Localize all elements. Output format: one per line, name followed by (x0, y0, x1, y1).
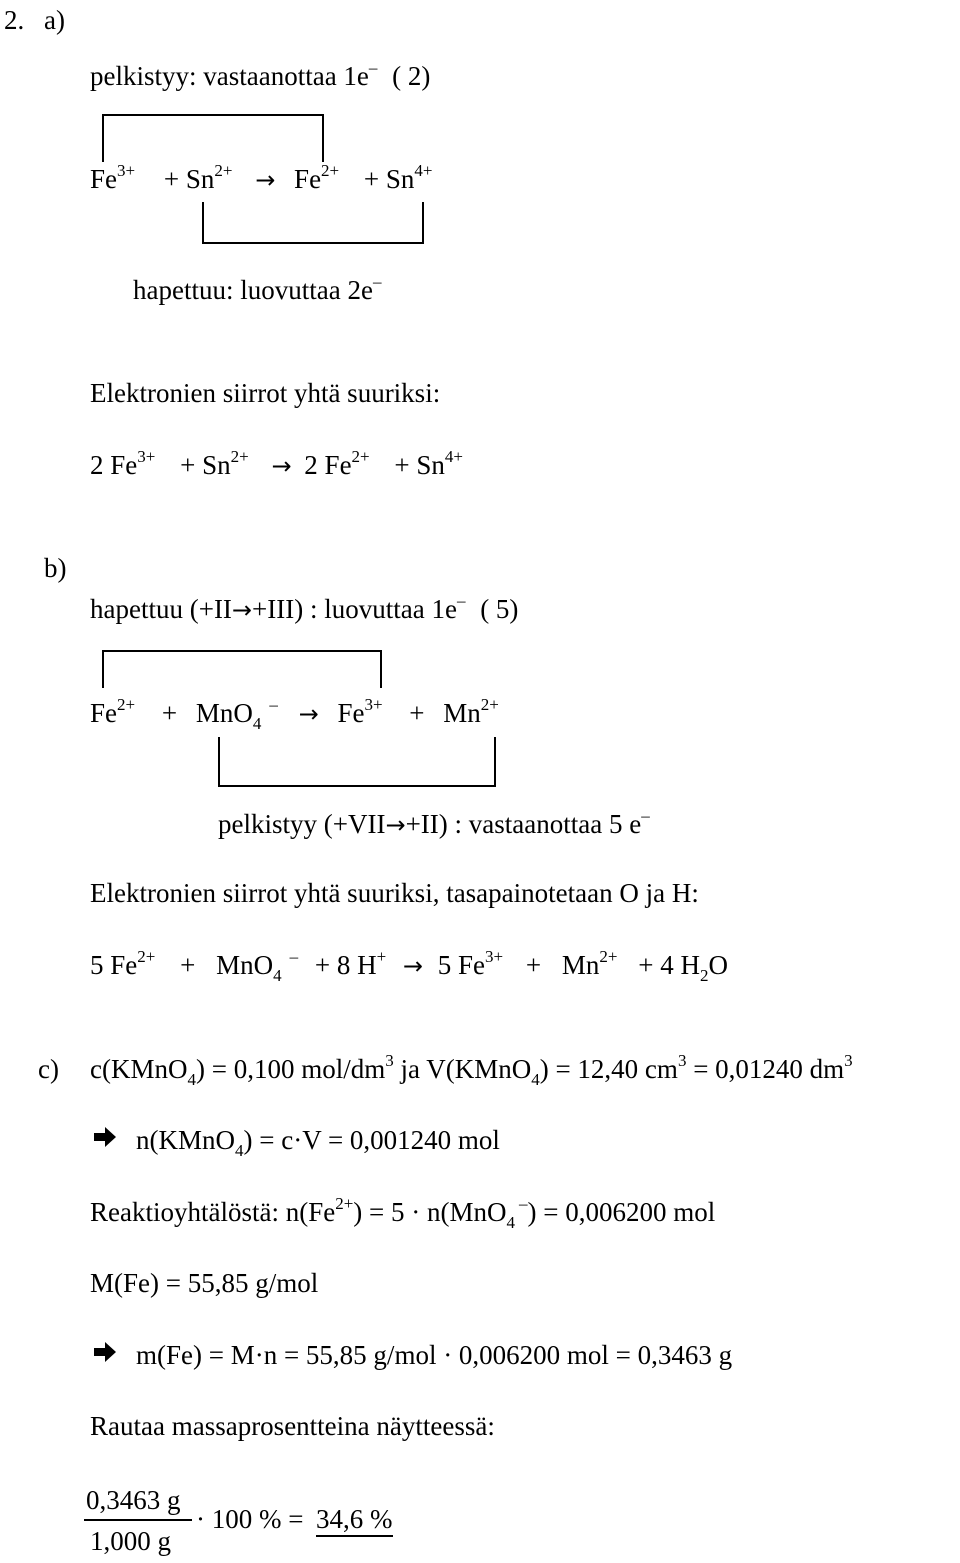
moles-line: n(KMnO$_4$) = c·V = 0,001240 mol (136, 1125, 500, 1160)
equation-a1: $Fe^{3+} + Sn^{2+} \to Fe^{2+} + Sn^{4+}$ (90, 161, 433, 194)
balance-label-b: Elektronien siirrot yhtä suuriksi, tasapainotetaan O ja H: (90, 878, 699, 908)
percent-multiplier: · 100 % = (196, 1504, 304, 1534)
implies-arrow-icon (92, 1124, 118, 1157)
equation-b2: 5 $Fe^{2+} + MnO_4^- + 8$ H+ → 5 $Fe^{3+} + Mn^{2+} + 4$ $H_2O$ (90, 947, 728, 985)
fraction-numerator: 0,3463 g (86, 1485, 181, 1515)
reaction-arrow: → (255, 166, 276, 194)
reduction-label-b: pelkistyy (+VII→+II) : vastaanottaa 5 e– (218, 806, 650, 839)
implies-arrow-icon (92, 1339, 118, 1372)
balance-label-a: Elektronien siirrot yhtä suuriksi: (90, 378, 441, 408)
part-c-label: c) (38, 1054, 59, 1084)
fraction-denominator: 1,000 g (90, 1526, 171, 1556)
reaction-arrow: → (271, 452, 292, 480)
concentration-line: c(KMnO$_4$) = 0,100 mol/$dm^3$ ja V(KMnO$_4$) = 12,40 $cm^3 = 0,01240$ $dm^3$ (90, 1051, 853, 1089)
reduction-bracket-b (218, 737, 496, 787)
reaction-arrow: → (298, 700, 319, 728)
fraction-bar (84, 1519, 192, 1521)
oxidation-label: hapettuu: luovuttaa 2e– (133, 272, 382, 305)
equation-a2: 2 $Fe^{3+} + Sn^{2+} \to 2$ $Fe^{2+} + Sn^{4+}$ (90, 447, 463, 480)
oxidation-bracket-b (102, 650, 382, 688)
mass-line: m(Fe) = M·n = 55,85 g/mol · 0,006200 mol = 0,3463 g (136, 1340, 733, 1370)
part-b-label: b) (44, 553, 67, 583)
result-value: 34,6 % (316, 1503, 393, 1537)
percent-label: Rautaa massaprosentteina näytteessä: (90, 1411, 495, 1441)
molar-mass-line: M(Fe) = 55,85 g/mol (90, 1268, 319, 1298)
equation-b1: $Fe^{2+} + MnO_4^- \to Fe^{3+} + Mn^{2+}$ (90, 695, 499, 733)
oxidation-bracket (202, 202, 424, 244)
question-number: 2. (4, 5, 25, 35)
reduction-bracket (102, 114, 324, 162)
oxidation-label-b: hapettuu (+II→+III) : luovuttaa 1e– ( 5) (90, 591, 519, 624)
reduction-label: pelkistyy: vastaanottaa 1e– ( 2) (90, 58, 431, 91)
reaction-arrow: → (402, 952, 424, 980)
stoichiometry-line: Reaktioyhtälöstä: $n(Fe^{2+}) = 5 \cdot n(MnO_4^-) = 0,006200$ mol (90, 1194, 716, 1232)
part-a-label: a) (44, 5, 65, 35)
